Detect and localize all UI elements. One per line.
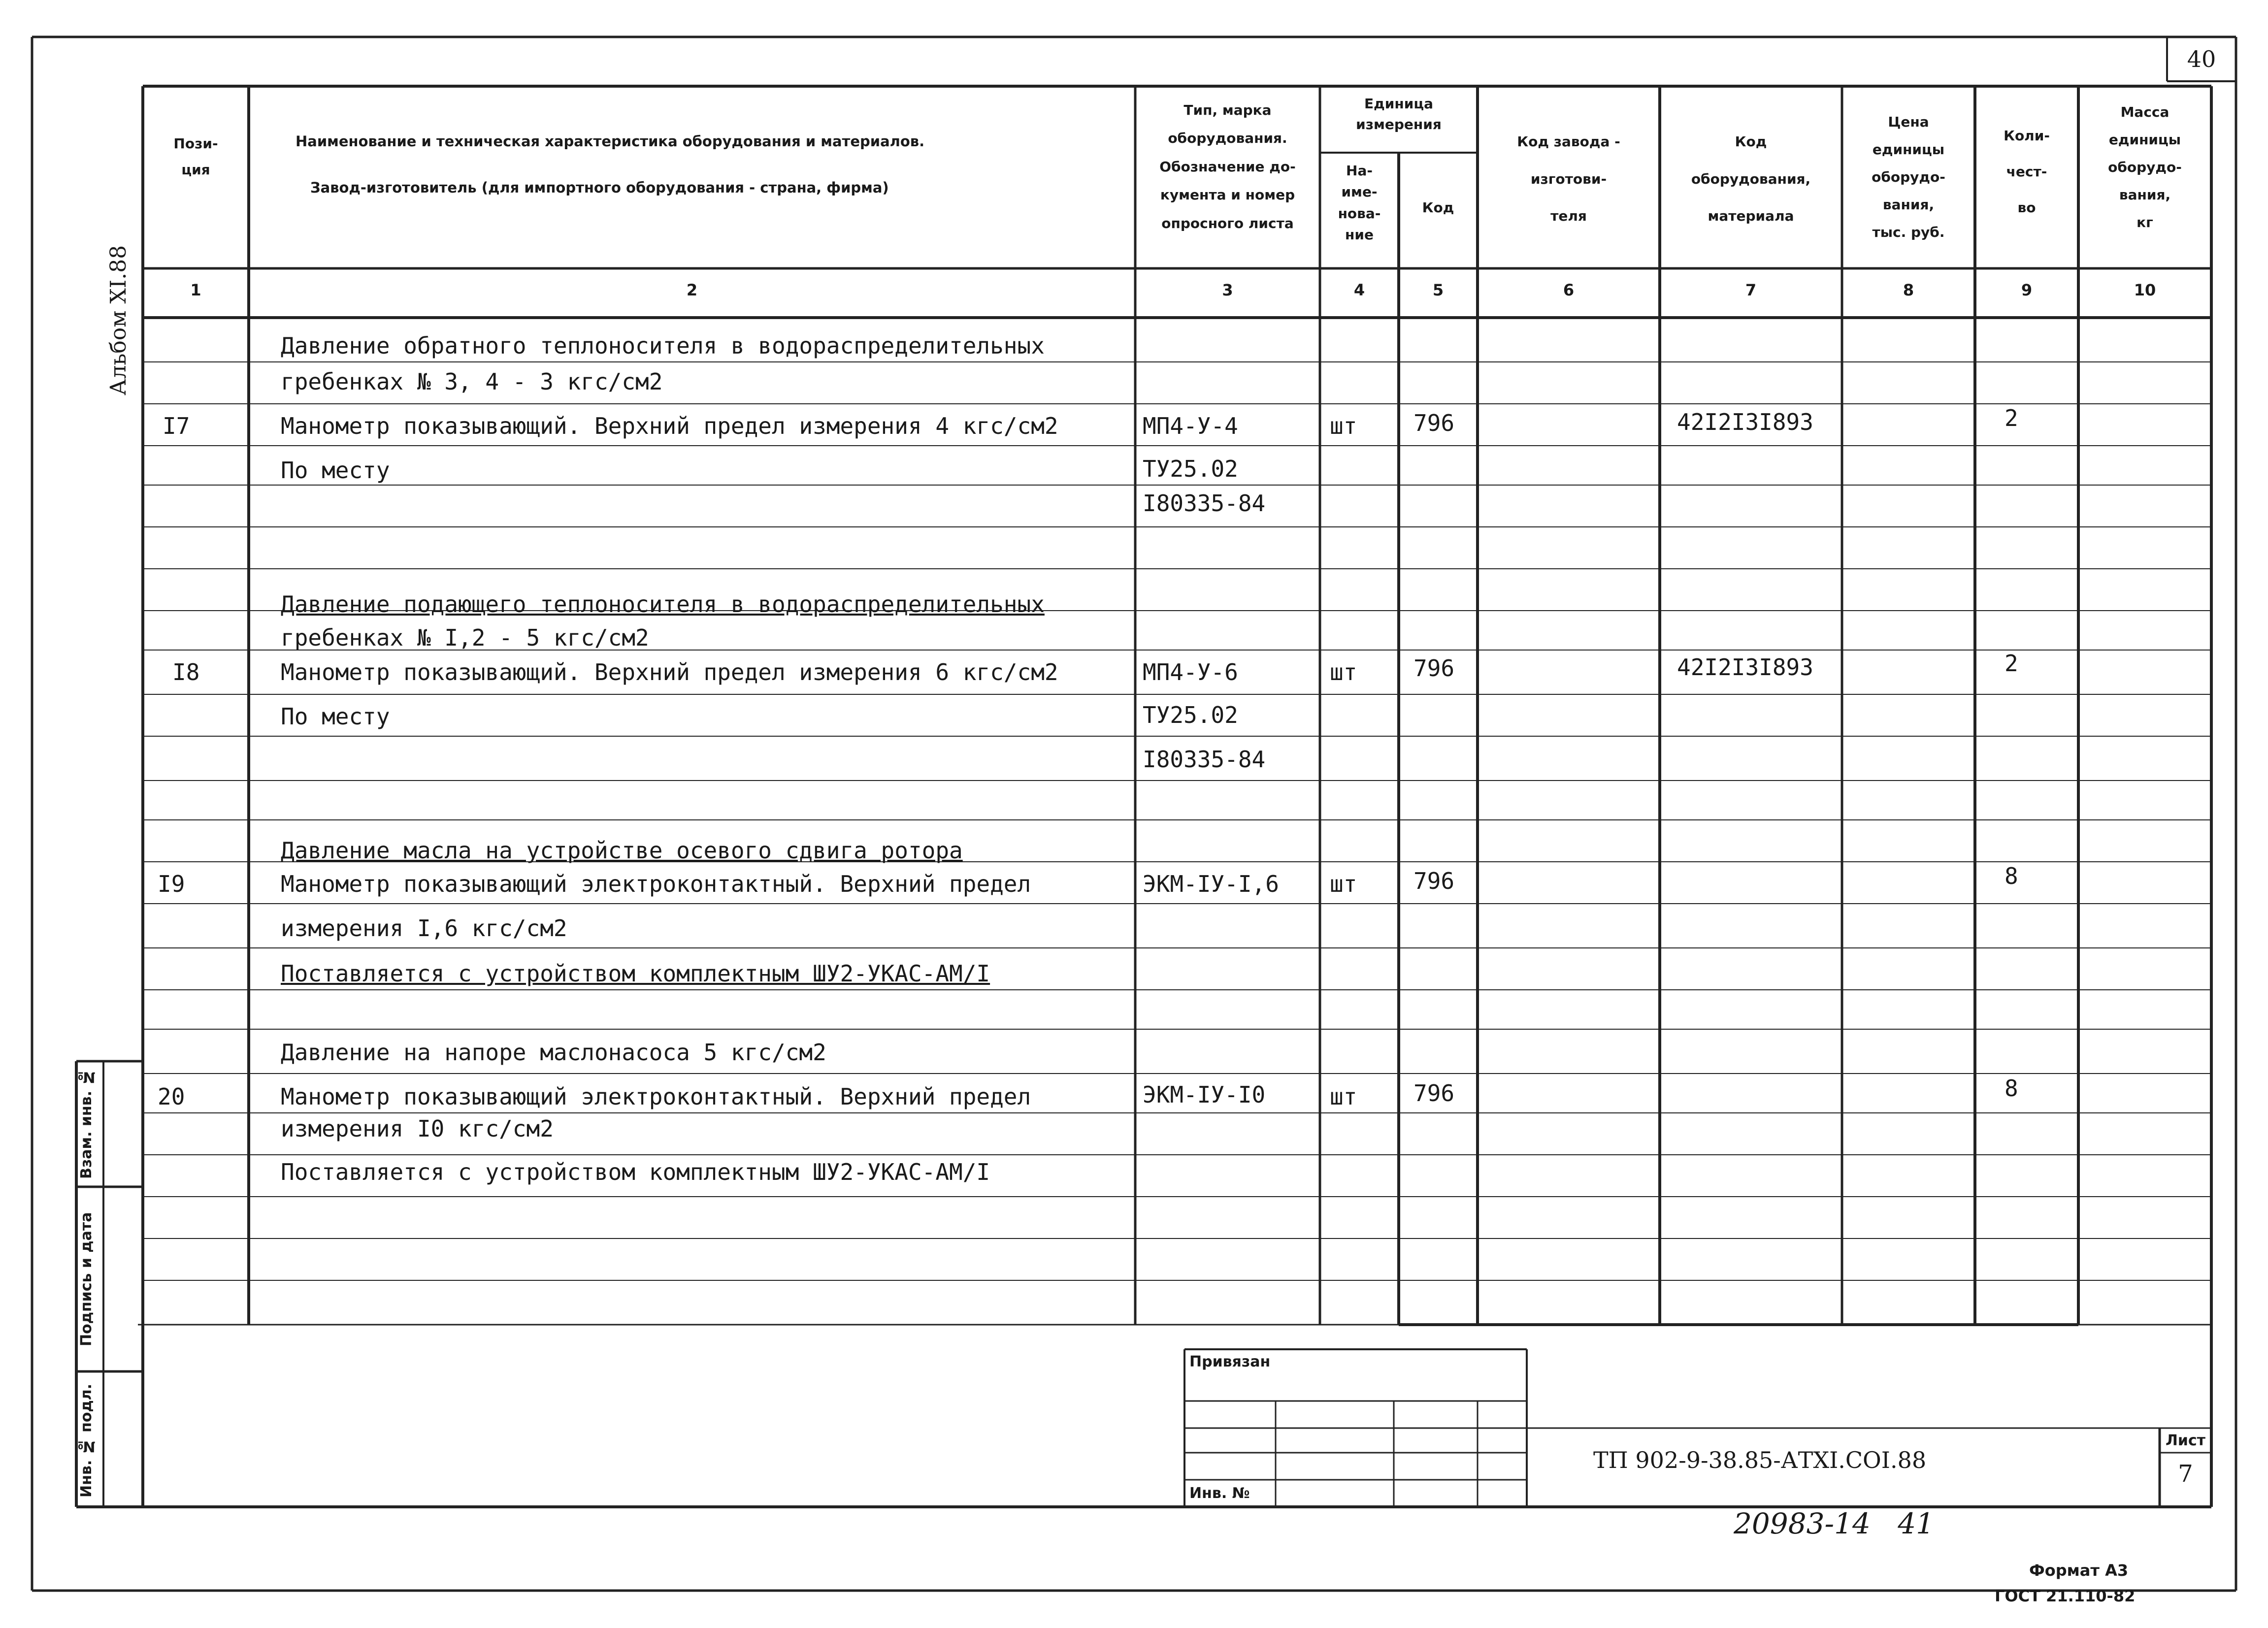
header-price: Цена единицы оборудо- вания, тыс. руб.: [1872, 114, 1945, 240]
header-unit-name: На- име- нова- ние: [1338, 163, 1381, 243]
side-label-signature-date: Подпись и дата: [78, 1212, 95, 1347]
item-name-cont: измерения I0 кгс/см2: [281, 1115, 554, 1142]
format-label: Формат А3: [2029, 1561, 2129, 1580]
item-doc: ТУ25.02: [1143, 456, 1238, 482]
gost-label: ГОСТ 21.110-82: [1995, 1587, 2136, 1605]
item-quantity: 8: [2005, 1075, 2018, 1102]
header-quantity: Коли- чест- во: [2004, 128, 2050, 216]
header-type: Тип, марка оборудования. Обозначение до- кумента и номер опросного листа: [1159, 102, 1296, 231]
item-place: По месту: [281, 703, 390, 730]
group-heading: Давление подающего теплоносителя в водораспределительных: [281, 591, 1045, 618]
col-num: 2: [686, 281, 698, 299]
position-cell: I9: [158, 871, 185, 897]
handwritten-number: 20983-14 41: [1734, 1507, 1935, 1540]
item-name-cont: измерения I,6 кгс/см2: [281, 915, 567, 942]
item-type: МП4-У-6: [1143, 659, 1238, 685]
item-type: МП4-У-4: [1143, 413, 1238, 439]
item-doc: I80335-84: [1143, 490, 1266, 517]
item-unit: шт: [1330, 413, 1357, 439]
group-heading: Давление на напоре маслонасоса 5 кгс/см2: [281, 1039, 826, 1066]
item-doc: I80335-84: [1143, 746, 1266, 773]
sheet-number: 7: [2178, 1460, 2193, 1488]
item-unit-code: 796: [1413, 410, 1455, 436]
item-unit: шт: [1330, 871, 1357, 897]
header-pos: Пози- ция: [173, 135, 218, 178]
item-equipment-code: 42I2I3I893: [1677, 409, 1813, 435]
item-unit-code: 796: [1413, 655, 1455, 682]
group-heading: гребенках № 3, 4 - 3 кгс/см2: [281, 368, 663, 395]
item-name: Манометр показывающий электроконтактный. Верхний предел: [281, 1083, 1031, 1110]
col-num: 3: [1222, 281, 1233, 299]
item-note: Поставляется с устройством комплектным ШУ2-УКАС-АМ/I: [281, 960, 990, 987]
col-num: 6: [1563, 281, 1575, 299]
item-name: Манометр показывающий. Верхний предел измерения 4 кгс/см2: [281, 413, 1058, 439]
item-unit-code: 796: [1413, 868, 1455, 894]
item-doc: ТУ25.02: [1143, 702, 1238, 728]
position-cell: 20: [158, 1083, 185, 1110]
col-num: 1: [190, 281, 201, 299]
page-number: 40: [2187, 46, 2216, 72]
col-num: 4: [1353, 281, 1365, 299]
group-heading: гребенках № I,2 - 5 кгс/см2: [281, 624, 649, 651]
col-num: 10: [2134, 281, 2156, 299]
item-name: Манометр показывающий электроконтактный. Верхний предел: [281, 871, 1031, 897]
header-equipment-code: Код оборудования, материала: [1691, 133, 1811, 225]
item-unit: шт: [1330, 1083, 1357, 1110]
inv-number-label: Инв. №: [1189, 1485, 1250, 1502]
col-num: 9: [2021, 281, 2033, 299]
item-unit: шт: [1330, 659, 1357, 685]
header-factory-code: Код завода - изготови- теля: [1517, 133, 1620, 225]
side-label-inv-original: Инв. № подл.: [78, 1383, 95, 1498]
album-label: Альбом XI.88: [106, 245, 131, 395]
item-quantity: 2: [2005, 405, 2018, 431]
item-place: По месту: [281, 457, 390, 484]
position-cell: I8: [172, 659, 200, 685]
document-code: ТП 902-9-38.85-АТХI.СОI.88: [1593, 1447, 1927, 1473]
side-label-replacement-inv: Взам. инв. №: [78, 1068, 95, 1179]
item-note: Поставляется с устройством комплектным ШУ2-УКАС-АМ/I: [281, 1159, 990, 1185]
sheet-label: Лист: [2165, 1432, 2206, 1449]
item-type: ЭКМ-IУ-I0: [1143, 1081, 1266, 1108]
item-equipment-code: 42I2I3I893: [1677, 654, 1813, 681]
header-name: Наименование и техническая характеристика оборудования и материалов. Завод-изготовитель (для импортного оборудования - страна, фирма): [296, 133, 925, 196]
col-num: 8: [1903, 281, 1914, 299]
item-name: Манометр показывающий. Верхний предел измерения 6 кгс/см2: [281, 659, 1058, 685]
item-type: ЭКМ-IУ-I,6: [1143, 871, 1279, 897]
bound-label: Привязан: [1189, 1353, 1271, 1370]
col-num: 7: [1745, 281, 1757, 299]
item-unit-code: 796: [1413, 1080, 1455, 1107]
group-heading: Давление обратного теплоносителя в водораспределительных: [281, 332, 1045, 359]
position-cell: I7: [163, 413, 190, 439]
header-unit: Единица измерения: [1356, 96, 1442, 132]
item-quantity: 8: [2005, 863, 2018, 889]
col-num: 5: [1432, 281, 1444, 299]
header-unit-code: Код: [1422, 199, 1454, 216]
item-quantity: 2: [2005, 650, 2018, 677]
group-heading: Давление масла на устройстве осевого сдвига ротора: [281, 837, 963, 864]
header-mass: Масса единицы оборудо- вания, кг: [2108, 104, 2182, 230]
